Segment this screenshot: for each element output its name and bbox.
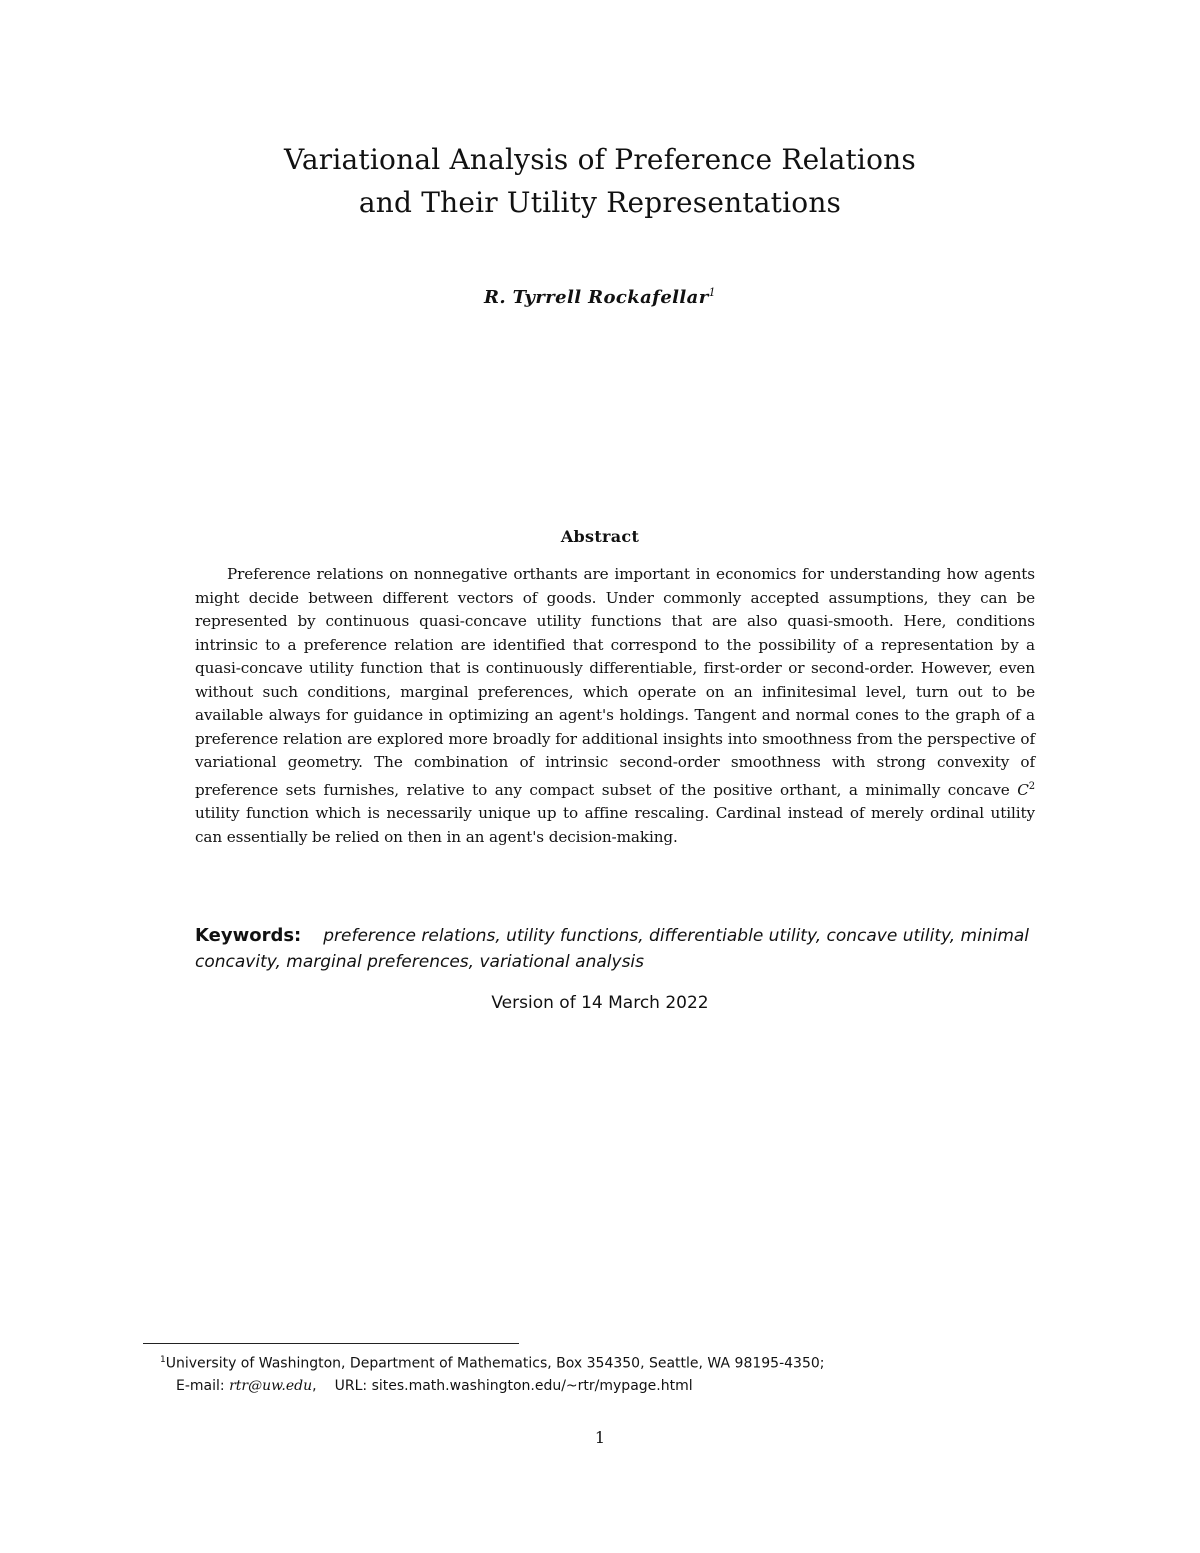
keywords [195,923,1040,975]
author-name: R. Tyrrell Rockafellar [483,287,709,308]
affiliation: University of Washington, Department of Mathematics, Box 354350, Seattle, WA 98195-4350; [165,1355,825,1372]
footnote-mark: 1 [160,1355,166,1365]
abstract-heading: Abstract [560,527,640,546]
url-link[interactable]: sites.math.washington.edu/~rtr/mypage.html [371,1377,693,1394]
title-line-2: and Their Utility Representations [358,186,842,219]
email-link[interactable]: rtr@uw.edu [229,1377,313,1394]
paper-title [0,138,1200,224]
footnote-line-1 [160,1349,1060,1375]
keywords-label: Keywords: [195,925,302,946]
page-number: 1 [594,1428,606,1447]
keywords-list: preference relations, utility functions, differentiable utility, concave utility, minimal concavity, marginal preferences, variational analysis [195,926,1030,972]
abstract-body [195,563,1035,849]
abstract-text-part-1: Preference relations on nonnegative orthants are important in economics for understanding how agents might decide between different vectors of goods. Under commonly accepted assumptions, they can be represented by continuous quasi-concave utility functions that are also quasi-smooth. Here, conditions intrinsic to a preference relation are identified that correspond to the possibility of a representation by a quasi-concave utility function that is continuously differentiable, first-order or second-order. However, even without such conditions, marginal preferences, which operate on an infinitesimal level, turn out to be available always for guidance in optimizing an agent's holdings. Tangent and normal cones to the graph of a preference relation are explored more broadly for additional insights into smoothness from the perspective of variational geometry. The combination of intrinsic second-order smoothness with strong convexity of preference sets furnishes, relative to any compact subset of the positive orthant, a minimally concave [195,565,1035,799]
author [0,286,1200,308]
title-line-1: Variational Analysis of Preference Relations [284,143,916,176]
url-label: URL: [334,1377,368,1394]
c2-symbol: $C^2$ [1017,780,1035,799]
author-footnote-mark: 1 [708,286,716,299]
version-date: Version of 14 March 2022 [491,993,709,1013]
email-label: E-mail: [176,1377,225,1394]
footnote [160,1349,1060,1397]
footnote-divider [143,1343,519,1344]
footnote-line-2: E-mail: rtr@uw.edu, URL: sites.math.washington.edu/~rtr/mypage.html [176,1377,693,1394]
abstract-text-part-2: utility function which is necessarily unique up to affine rescaling. Cardinal instead of merely ordinal utility can essentially be relied on then in an agent's decision-making. [195,804,1035,846]
